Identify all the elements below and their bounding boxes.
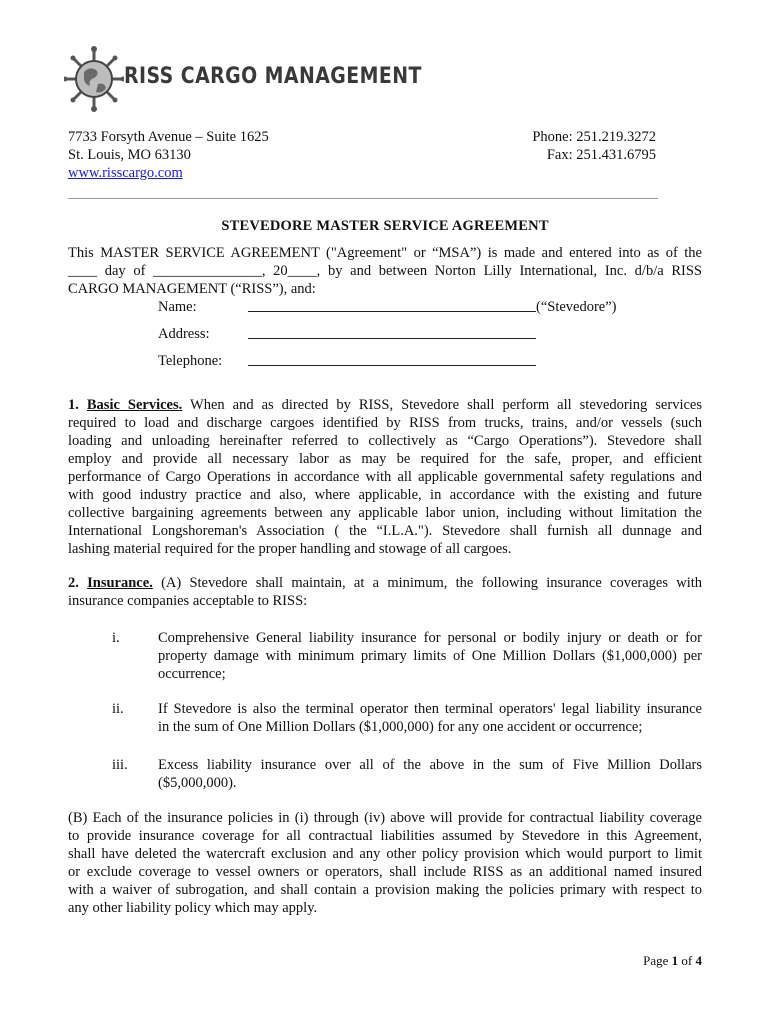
section-number: 1. (68, 397, 79, 413)
telephone-blank[interactable] (248, 352, 536, 366)
total-pages: 4 (695, 953, 702, 968)
section-text: When and as directed by RISS, Stevedore shall perform all stevedoring services (190, 397, 702, 413)
page-number (643, 953, 702, 969)
address-label: Address: (158, 326, 210, 342)
item-number: ii. (112, 701, 124, 717)
section-line: with good industry practice and also, where applicable, in accordance with the existing and future (68, 487, 702, 503)
section-basic-services (68, 396, 702, 558)
section-line: International Longshoreman's Association ( the “I.L.A."). Stevedore shall furnish all dunnage and (68, 523, 702, 539)
item-text (158, 629, 702, 683)
intro-line: ____ day of _______________, 20____, by and between Norton Lilly International, Inc. d/b/a RISS (68, 263, 702, 279)
current-page: 1 (671, 953, 679, 968)
of-word: of (681, 953, 693, 968)
name-field-row (158, 298, 617, 316)
company-address (68, 128, 269, 182)
section-insurance (68, 574, 702, 610)
section-line: loading and unloading hereinafter referred to collectively as “Cargo Operations”). Stevedore shall (68, 433, 702, 449)
fax-number: Fax: 251.431.6795 (546, 147, 656, 163)
page-word: Page (643, 953, 669, 968)
paragraph-line: (B) Each of the insurance policies in (i) through (iv) above will provide for contractual liability coverage (68, 810, 702, 826)
section-first-line (68, 574, 702, 592)
intro-line: This MASTER SERVICE AGREEMENT ("Agreement" or “MSA”) is made and entered into as of the (68, 245, 702, 261)
item-number: iii. (112, 757, 128, 773)
item-text (158, 700, 702, 736)
paragraph-line: to provide insurance coverage for all contractual liabilities assumed by Stevedore in this Agreement, (68, 828, 702, 844)
paragraph-line: shall have deleted the watercraft exclusion and any other policy provision which would purport to limit (68, 846, 702, 862)
section-text: (A) Stevedore shall maintain, at a minimum, the following insurance coverages with (161, 575, 703, 591)
website-link[interactable]: www.risscargo.com (68, 165, 183, 181)
telephone-field-row (158, 352, 536, 370)
item-line: occurrence; (158, 666, 226, 682)
globe-ship-wheel-icon (64, 44, 124, 114)
item-number: i. (112, 630, 120, 646)
item-line: If Stevedore is also the terminal operator then terminal operators' legal liability insurance (158, 701, 702, 717)
section-line: lashing material required for the proper handling and stowage of all cargoes. (68, 541, 512, 557)
section-line: collective bargaining agreements between any applicable labor union, including without limitation the (68, 505, 702, 521)
section-heading: Insurance. (87, 575, 153, 591)
phone-number: Phone: 251.219.3272 (532, 129, 656, 145)
insurance-paragraph-b (68, 809, 702, 917)
logo-wordmark: RISS CARGO MANAGEMENT (124, 64, 422, 89)
item-line: property damage with minimum primary limits of One Million Dollars ($1,000,000) per (158, 648, 702, 664)
paragraph-line: with a waiver of subrogation, and shall contain a provision making the policies primary with respect to (68, 882, 702, 898)
item-line: Comprehensive General liability insurance for personal or bodily injury or death or for (158, 630, 702, 646)
header-divider (68, 198, 658, 199)
company-logo (64, 44, 422, 114)
paragraph-line: any other liability policy which may apply. (68, 900, 318, 916)
item-text (158, 756, 702, 792)
section-line: employ and provide all necessary labor as may be required for the safe, proper, and efficient (68, 451, 702, 467)
item-line: in the sum of One Million Dollars ($1,000,000) for any one accident or occurrence; (158, 719, 643, 735)
section-line: performance of Cargo Operations in accordance with all applicable governmental safety regulations and (68, 469, 702, 485)
stevedore-label: (“Stevedore”) (536, 299, 617, 315)
document-title: STEVEDORE MASTER SERVICE AGREEMENT (221, 218, 549, 234)
section-heading: Basic Services. (86, 397, 183, 413)
intro-line: CARGO MANAGEMENT (“RISS”), and: (68, 281, 316, 297)
name-label: Name: (158, 299, 197, 315)
section-first-line (68, 396, 702, 414)
telephone-label: Telephone: (158, 353, 223, 369)
item-line: Excess liability insurance over all of the above in the sum of Five Million Dollars (158, 757, 702, 773)
company-contact (532, 128, 656, 164)
section-line: required to load and discharge cargoes identified by RISS from trucks, trains, and/or vessels (such (68, 415, 702, 431)
intro-paragraph (68, 244, 702, 298)
paragraph-line: or exclude coverage to vessel owners or operators, shall include RISS as an additional named insured (68, 864, 702, 880)
street-address: 7733 Forsyth Avenue – Suite 1625 (68, 129, 269, 145)
address-blank[interactable] (248, 325, 536, 339)
section-number: 2. (68, 575, 79, 591)
item-line: ($5,000,000). (158, 775, 237, 791)
address-field-row (158, 325, 536, 343)
name-blank[interactable] (248, 298, 536, 312)
city-state-zip: St. Louis, MO 63130 (68, 147, 191, 163)
section-line: insurance companies acceptable to RISS: (68, 593, 308, 609)
